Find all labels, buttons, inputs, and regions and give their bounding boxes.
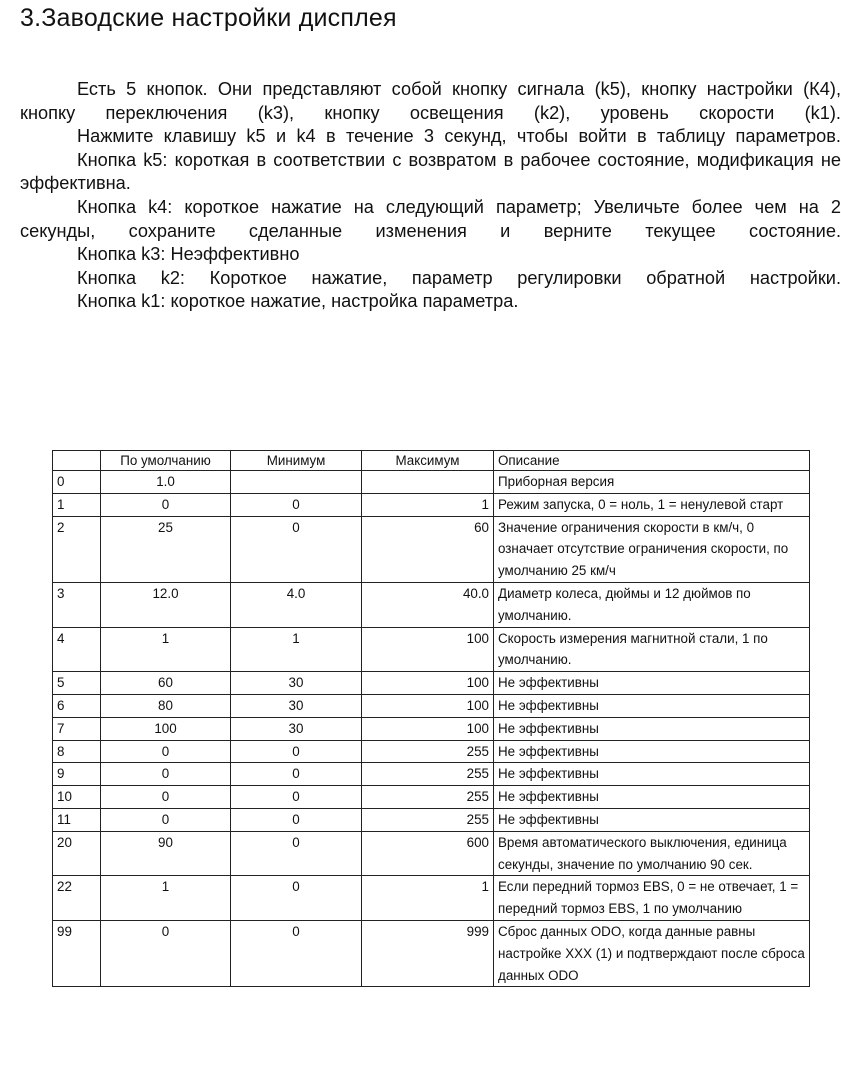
maximum-value: 255	[362, 763, 494, 786]
description: Диаметр колеса, дюймы и 12 дюймов по умолчанию.	[494, 582, 810, 627]
maximum-value: 1	[362, 876, 494, 921]
minimum-value: 0	[231, 808, 362, 831]
paragraph-k1: Кнопка k1: короткое нажатие, настройка параметра.	[77, 291, 519, 312]
table-row	[53, 740, 810, 763]
param-number: 9	[53, 763, 101, 786]
table-row	[53, 831, 810, 876]
default-value: 0	[101, 493, 231, 516]
default-value: 12.0	[101, 582, 231, 627]
minimum-value: 0	[231, 516, 362, 582]
minimum-value: 0	[231, 920, 362, 986]
minimum-value: 0	[231, 740, 362, 763]
maximum-value: 100	[362, 694, 494, 717]
paragraph-k2: Кнопка k2: Короткое нажатие, параметр регулировки обратной настройки.	[77, 267, 841, 288]
param-number: 5	[53, 672, 101, 695]
header-number	[53, 451, 101, 471]
default-value: 1.0	[101, 471, 231, 494]
table-row	[53, 763, 810, 786]
description: Приборная версия	[494, 471, 810, 494]
default-value: 80	[101, 694, 231, 717]
maximum-value: 1	[362, 493, 494, 516]
parameters-table	[52, 450, 810, 987]
param-number: 22	[53, 876, 101, 921]
maximum-value: 600	[362, 831, 494, 876]
description: Не эффективны	[494, 786, 810, 809]
minimum-value: 4.0	[231, 582, 362, 627]
param-number: 4	[53, 627, 101, 672]
maximum-value: 255	[362, 740, 494, 763]
maximum-value	[362, 471, 494, 494]
minimum-value	[231, 471, 362, 494]
default-value: 0	[101, 808, 231, 831]
default-value: 1	[101, 876, 231, 921]
description: Не эффективны	[494, 672, 810, 695]
maximum-value: 255	[362, 786, 494, 809]
default-value: 100	[101, 717, 231, 740]
default-value: 0	[101, 920, 231, 986]
default-value: 0	[101, 786, 231, 809]
minimum-value: 1	[231, 627, 362, 672]
param-number: 10	[53, 786, 101, 809]
param-number: 11	[53, 808, 101, 831]
table-row	[53, 471, 810, 494]
paragraph-buttons-overview: Есть 5 кнопок. Они представляют собой кнопку сигнала (k5), кнопку настройки (К4), кнопку переключения (k3), кнопку освещения (k2), уровень скорости (k1).	[20, 79, 841, 123]
param-number: 99	[53, 920, 101, 986]
minimum-value: 0	[231, 831, 362, 876]
param-number: 2	[53, 516, 101, 582]
paragraph-k3: Кнопка k3: Неэффективно	[77, 244, 300, 265]
maximum-value: 100	[362, 717, 494, 740]
minimum-value: 0	[231, 493, 362, 516]
page-title: 3.Заводские настройки дисплея	[20, 4, 397, 32]
minimum-value: 30	[231, 672, 362, 695]
param-number: 8	[53, 740, 101, 763]
table-row	[53, 627, 810, 672]
description: Если передний тормоз EBS, 0 = не отвечает, 1 = передний тормоз EBS, 1 по умолчанию	[494, 876, 810, 921]
description: Не эффективны	[494, 740, 810, 763]
table-row	[53, 876, 810, 921]
param-number: 7	[53, 717, 101, 740]
table-row	[53, 582, 810, 627]
default-value: 60	[101, 672, 231, 695]
default-value: 25	[101, 516, 231, 582]
paragraph-k4: Кнопка k4: короткое нажатие на следующий параметр; Увеличьте более чем на 2 секунды, сохраните сделанные изменения и верните текущее состояние.	[20, 196, 841, 241]
header-default: По умолчанию	[101, 451, 231, 471]
header-minimum: Минимум	[231, 451, 362, 471]
param-number: 6	[53, 694, 101, 717]
header-maximum: Максимум	[362, 451, 494, 471]
description: Значение ограничения скорости в км/ч, 0 означает отсутствие ограничения скорости, по умолчанию 25 км/ч	[494, 516, 810, 582]
default-value: 0	[101, 740, 231, 763]
table-header-row	[53, 451, 810, 471]
maximum-value: 100	[362, 627, 494, 672]
maximum-value: 255	[362, 808, 494, 831]
minimum-value: 30	[231, 717, 362, 740]
maximum-value: 40.0	[362, 582, 494, 627]
param-number: 20	[53, 831, 101, 876]
param-number: 3	[53, 582, 101, 627]
table-row	[53, 493, 810, 516]
param-number: 1	[53, 493, 101, 516]
table-row	[53, 516, 810, 582]
description: Время автоматического выключения, единица секунды, значение по умолчанию 90 сек.	[494, 831, 810, 876]
table-row	[53, 920, 810, 986]
description: Режим запуска, 0 = ноль, 1 = ненулевой старт	[494, 493, 810, 516]
minimum-value: 0	[231, 763, 362, 786]
default-value: 90	[101, 831, 231, 876]
table-row	[53, 786, 810, 809]
table-row	[53, 694, 810, 717]
table-row	[53, 808, 810, 831]
table-row	[53, 717, 810, 740]
instructions	[20, 78, 841, 314]
table-row	[53, 672, 810, 695]
description: Сброс данных ODO, когда данные равны настройке XXX (1) и подтверждают после сброса данных ODO	[494, 920, 810, 986]
table-body	[53, 471, 810, 987]
description: Не эффективны	[494, 763, 810, 786]
minimum-value: 0	[231, 876, 362, 921]
default-value: 1	[101, 627, 231, 672]
description: Не эффективны	[494, 717, 810, 740]
paragraph-enter-parameters: Нажмите клавишу k5 и k4 в течение 3 секунд, чтобы войти в таблицу параметров.	[77, 126, 841, 147]
header-description: Описание	[494, 451, 810, 471]
maximum-value: 100	[362, 672, 494, 695]
param-number: 0	[53, 471, 101, 494]
default-value: 0	[101, 763, 231, 786]
description: Скорость измерения магнитной стали, 1 по умолчанию.	[494, 627, 810, 672]
maximum-value: 60	[362, 516, 494, 582]
paragraph-k5: Кнопка k5: короткая в соответствии с возвратом в рабочее состояние, модификация не эффективна.	[20, 149, 841, 194]
minimum-value: 30	[231, 694, 362, 717]
minimum-value: 0	[231, 786, 362, 809]
maximum-value: 999	[362, 920, 494, 986]
description: Не эффективны	[494, 808, 810, 831]
description: Не эффективны	[494, 694, 810, 717]
